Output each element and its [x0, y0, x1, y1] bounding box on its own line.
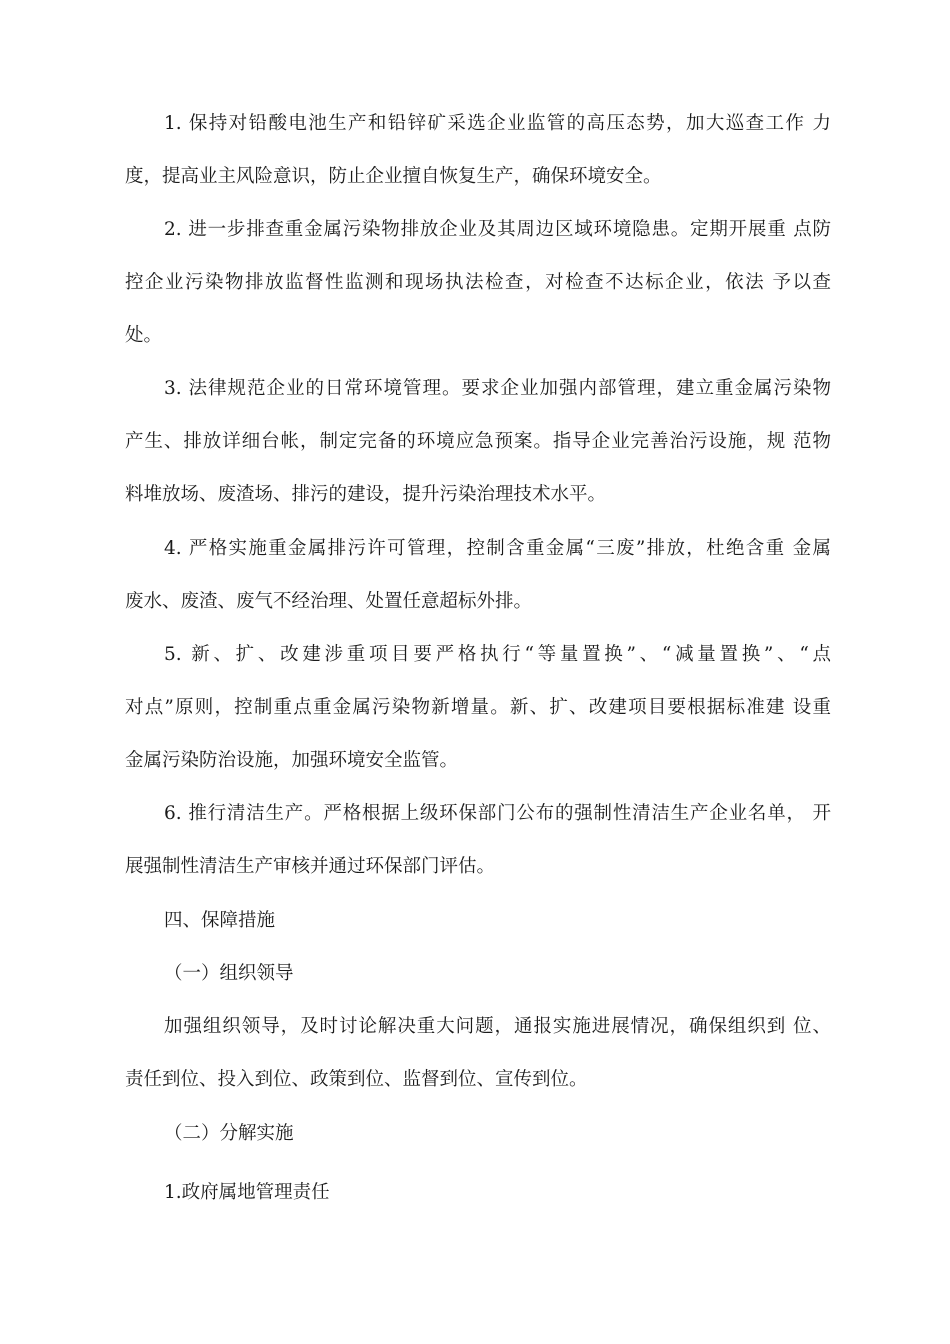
item-2-line-1: 2. 进一步排查重金属污染物排放企业及其周边区域环境隐患。定期开展重 点防 — [164, 219, 831, 240]
item-2-line-3: 处。 — [125, 325, 163, 346]
item-6-line-2: 展强制性清洁生产审核并通过环保部门评估。 — [125, 856, 496, 877]
item-1-line-1: 1. 保持对铅酸电池生产和铅锌矿采选企业监管的高压态势，加大巡查工作 力 — [164, 113, 831, 134]
subheading-government-responsibility: 1.政府属地管理责任 — [164, 1182, 330, 1203]
subheading-implementation: （二）分解实施 — [164, 1123, 294, 1144]
item-5-line-3: 金属污染防治设施，加强环境安全监管。 — [125, 750, 459, 771]
item-1-line-2: 度，提高业主风险意识，防止企业擅自恢复生产，确保环境安全。 — [125, 166, 662, 187]
item-5-line-2: 对点”原则，控制重点重金属污染物新增量。新、扩、改建项目要根据标准建 设重 — [125, 697, 831, 718]
item-4-line-1: 4. 严格实施重金属排污许可管理，控制含重金属“三废”排放，杜绝含重 金属 — [164, 538, 831, 559]
item-3-line-2: 产生、排放详细台帐，制定完备的环境应急预案。指导企业完善治污设施，规 范物 — [125, 431, 831, 452]
org-paragraph-line-1: 加强组织领导，及时讨论解决重大问题，通报实施进展情况，确保组织到 位、 — [164, 1016, 831, 1037]
item-3-line-1: 3. 法律规范企业的日常环境管理。要求企业加强内部管理，建立重金属污染物 — [164, 378, 831, 399]
item-4-line-2: 废水、废渣、废气不经治理、处置任意超标外排。 — [125, 591, 533, 612]
item-6-line-1: 6. 推行清洁生产。严格根据上级环保部门公布的强制性清洁生产企业名单， 开 — [164, 803, 831, 824]
item-2-line-2: 控企业污染物排放监督性监测和现场执法检查，对检查不达标企业，依法 予以查 — [125, 272, 831, 293]
section-heading: 四、保障措施 — [164, 910, 276, 931]
subheading-organization: （一）组织领导 — [164, 963, 294, 984]
item-5-line-1: 5. 新、扩、改建涉重项目要严格执行“等量置换”、“减量置换”、“点 — [164, 644, 831, 665]
item-3-line-3: 料堆放场、废渣场、排污的建设，提升污染治理技术水平。 — [125, 484, 607, 505]
org-paragraph-line-2: 责任到位、投入到位、政策到位、监督到位、宣传到位。 — [125, 1069, 588, 1090]
